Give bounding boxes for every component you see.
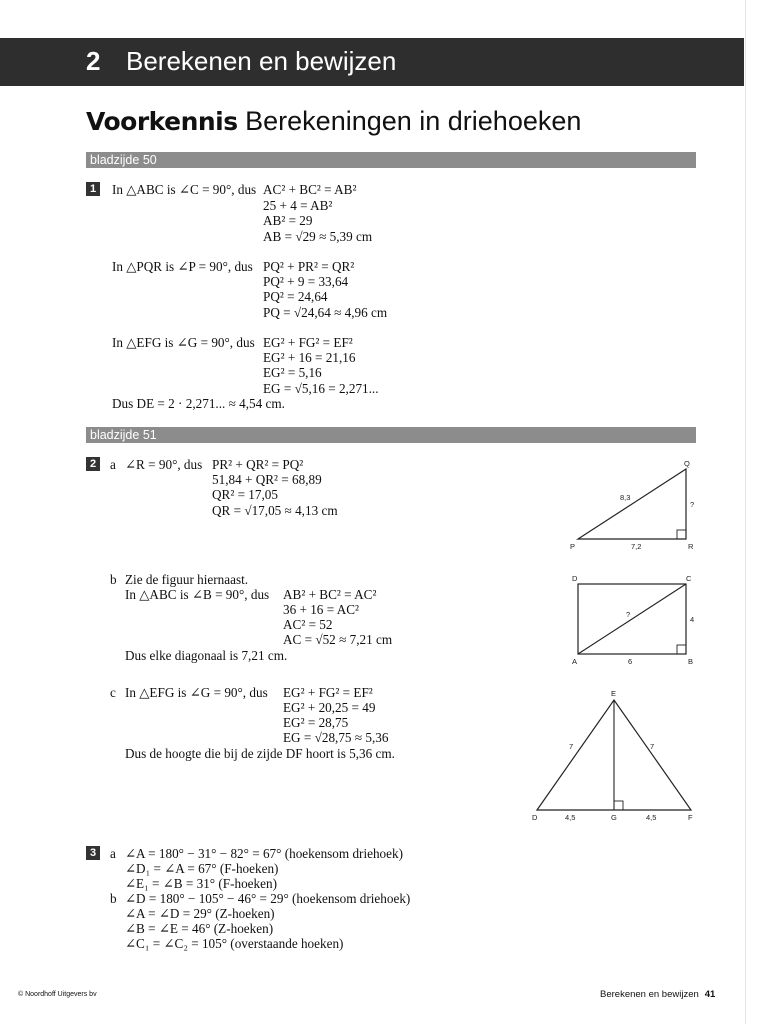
right-angle-marker	[614, 801, 623, 810]
exercise-number-1: 1	[86, 182, 100, 196]
chapter-title: Berekenen en bewijzen	[126, 46, 397, 76]
figure-triangle-def	[525, 686, 705, 826]
chapter-number: 2	[86, 46, 101, 76]
label-p: P	[570, 542, 576, 551]
section-title-bold: Voorkennis	[86, 107, 238, 136]
ex1-abc-intro: In △ABC is ∠C = 90°, dus	[112, 182, 257, 197]
section-title-text: Berekeningen in driehoeken	[245, 106, 582, 136]
ex1-efg-line: EG² + 16 = 21,16	[263, 350, 356, 365]
ex2-b-line: AC = √52 ≈ 7,21 cm	[283, 632, 393, 647]
ex1-efg-line: EG² = 5,16	[263, 365, 322, 380]
footer	[600, 989, 715, 1000]
ex3-b-line: ∠B = ∠E = 46° (Z-hoeken)	[125, 921, 274, 936]
label-q: Q	[684, 459, 690, 468]
label-d: D	[532, 813, 538, 822]
label-right-base: 4,5	[646, 813, 657, 822]
ex1-efg-intro: In △EFG is ∠G = 90°, dus	[112, 335, 255, 350]
label-base: 7,2	[631, 542, 642, 551]
label-f: F	[688, 813, 693, 822]
label-width: 6	[628, 657, 633, 666]
ex3-b-line: ∠D = 180° − 105° − 46° = 29° (hoekensom driehoek)	[125, 891, 411, 906]
exercise-number-3: 3	[86, 846, 100, 860]
ex1-abc-line: AB² = 29	[263, 213, 313, 228]
ex2-a-line: QR = √17,05 ≈ 4,13 cm	[212, 503, 338, 518]
ex2-b-line: 36 + 16 = AC²	[283, 602, 359, 617]
ex3-a-line: ∠A = 180° − 31° − 82° = 67° (hoekensom driehoek)	[125, 846, 403, 861]
ex2-b-intro: In △ABC is ∠B = 90°, dus	[125, 587, 270, 602]
label-e: E	[611, 689, 617, 698]
label-b: B	[688, 657, 694, 666]
ex2-c-line: EG² + 20,25 = 49	[283, 700, 376, 715]
label-g: G	[611, 813, 617, 822]
ex1-abc-line: AB = √29 ≈ 5,39 cm	[263, 229, 373, 244]
right-angle-marker	[677, 530, 686, 539]
ex3-a-label: a	[110, 846, 116, 861]
ex2-a-label: a	[110, 457, 116, 472]
ex1-conclusion: Dus DE = 2 · 2,271... ≈ 4,54 cm.	[112, 396, 285, 411]
figure-triangle-pqr	[560, 455, 720, 555]
ex2-b-line1: Zie de figuur hiernaast.	[125, 572, 249, 587]
ex1-efg-line: EG² + FG² = EF²	[263, 335, 353, 350]
ex2-c-conclusion: Dus de hoogte die bij de zijde DF hoort is 5,36 cm.	[125, 746, 395, 761]
ex2-a-line: PR² + QR² = PQ²	[212, 457, 304, 472]
ex2-b-label: b	[110, 572, 117, 587]
chapter-header	[0, 38, 744, 86]
label-height: 4	[690, 615, 695, 624]
triangle-pqr-shape	[578, 469, 686, 539]
ex1-pqr-line: PQ² + PR² = QR²	[263, 259, 355, 274]
footer-copyright: © Noordhoff Uitgevers bv	[18, 991, 97, 998]
right-angle-marker	[677, 645, 686, 654]
figure-rectangle-abcd	[560, 570, 720, 670]
page-edge	[745, 0, 746, 1024]
ex2-c-label: c	[110, 685, 116, 700]
diagonal-ac	[578, 584, 686, 654]
ex2-c-line: EG² + FG² = EF²	[283, 685, 373, 700]
exercise-number-2: 2	[86, 457, 100, 471]
ex1-pqr-line: PQ² = 24,64	[263, 289, 328, 304]
label-a: A	[572, 657, 578, 666]
ex2-b-line: AB² + BC² = AC²	[283, 587, 377, 602]
ex1-pqr-intro: In △PQR is ∠P = 90°, dus	[112, 259, 253, 274]
ex1-efg-line: EG = √5,16 = 2,271...	[263, 381, 379, 396]
label-unknown: ?	[690, 500, 695, 509]
label-hypotenuse: 8,3	[620, 493, 631, 502]
page-bar-50: bladzijde 50	[86, 152, 696, 168]
label-unknown: ?	[626, 610, 631, 619]
ex1-abc-line: 25 + 4 = AB²	[263, 198, 333, 213]
ex3-a-line: ∠D₁ = ∠A = 67° (F-hoeken)	[125, 861, 279, 876]
ex3-b-label: b	[110, 891, 117, 906]
label-right-side: 7	[650, 742, 655, 751]
ex2-b-conclusion: Dus elke diagonaal is 7,21 cm.	[125, 648, 288, 663]
page-bar-51: bladzijde 51	[86, 427, 696, 443]
page-number: 41	[704, 989, 716, 1000]
ex2-a-line: 51,84 + QR² = 68,89	[212, 472, 322, 487]
section-title	[86, 106, 581, 137]
ex2-a-intro: ∠R = 90°, dus	[125, 457, 203, 472]
ex3-b-line: ∠A = ∠D = 29° (Z-hoeken)	[125, 906, 275, 921]
ex1-pqr-line: PQ² + 9 = 33,64	[263, 274, 349, 289]
ex2-a-line: QR² = 17,05	[212, 487, 278, 502]
label-d: D	[572, 574, 578, 583]
label-r: R	[688, 542, 694, 551]
footer-title: Berekenen en bewijzen	[600, 989, 699, 1000]
label-left-side: 7	[569, 742, 574, 751]
ex3-b-line: ∠C₁ = ∠C₂ = 105° (overstaande hoeken)	[125, 936, 344, 951]
ex2-b-line: AC² = 52	[283, 617, 333, 632]
label-c: C	[686, 574, 692, 583]
ex2-c-line: EG = √28,75 ≈ 5,36	[283, 730, 389, 745]
ex3-a-line: ∠E₁ = ∠B = 31° (F-hoeken)	[125, 876, 277, 891]
label-left-base: 4,5	[565, 813, 576, 822]
ex2-c-line: EG² = 28,75	[283, 715, 349, 730]
ex2-c-intro: In △EFG is ∠G = 90°, dus	[125, 685, 268, 700]
ex1-pqr-line: PQ = √24,64 ≈ 4,96 cm	[263, 305, 388, 320]
ex1-abc-line: AC² + BC² = AB²	[263, 182, 357, 197]
